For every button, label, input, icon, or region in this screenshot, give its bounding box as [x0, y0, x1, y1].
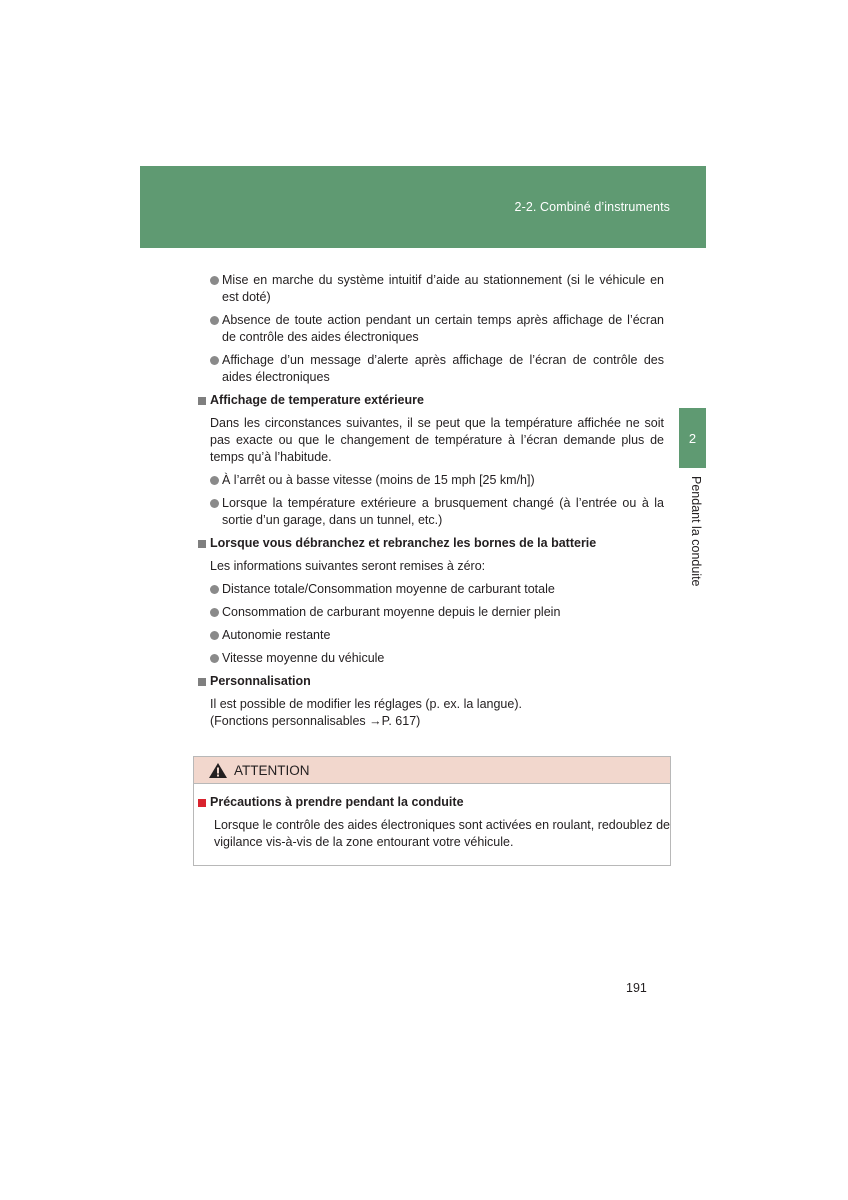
- attention-header: [194, 757, 670, 784]
- intro-list: [210, 272, 664, 386]
- section-heading: Personnalisation: [198, 673, 664, 690]
- bullet-icon: [210, 356, 219, 365]
- square-icon: [198, 397, 206, 405]
- bullet-icon: [210, 499, 219, 508]
- list-item: Vitesse moyenne du véhicule: [210, 650, 664, 667]
- section-heading: Lorsque vous débranchez et rebranchez les bornes de la batterie: [198, 535, 664, 552]
- section-list: [210, 581, 664, 667]
- bullet-icon: [210, 631, 219, 640]
- section-paragraph: (Fonctions personnalisables →P. 617): [210, 714, 421, 728]
- list-item: Consommation de carburant moyenne depuis le dernier plein: [210, 604, 664, 621]
- square-icon: [198, 540, 206, 548]
- square-icon: [198, 678, 206, 686]
- page-number: 191: [626, 981, 647, 995]
- attention-text: Lorsque le contrôle des aides électroniques sont activées en roulant, redoublez de vigilance vis-à-vis de la zone entourant votre véhicule.: [214, 818, 670, 849]
- chapter-tab: [679, 408, 706, 468]
- chapter-label: Pendant la conduite: [689, 476, 703, 587]
- warning-square-icon: [198, 799, 206, 807]
- chapter-title: 2-2. Combiné d’instruments: [514, 200, 670, 214]
- chapter-header-band: [140, 166, 706, 248]
- list-item: Mise en marche du système intuitif d’aide au stationnement (si le véhicule en est doté): [210, 272, 664, 306]
- warning-icon: [208, 762, 228, 779]
- attention-body: [194, 784, 670, 851]
- list-item: Lorsque la température extérieure a brusquement changé (à l’entrée ou à la sortie d’un garage, dans un tunnel, etc.): [210, 495, 664, 529]
- bullet-icon: [210, 585, 219, 594]
- section-heading: Affichage de temperature extérieure: [198, 392, 664, 409]
- attention-heading: Précautions à prendre pendant la conduite: [198, 794, 670, 811]
- attention-box: [193, 756, 671, 866]
- bullet-icon: [210, 276, 219, 285]
- list-item: Affichage d’un message d’alerte après affichage de l’écran de contrôle des aides électroniques: [210, 352, 664, 386]
- attention-title: ATTENTION: [234, 762, 310, 778]
- list-item: À l’arrêt ou à basse vitesse (moins de 15 mph [25 km/h]): [210, 472, 664, 489]
- bullet-icon: [210, 608, 219, 617]
- bullet-icon: [210, 476, 219, 485]
- list-item: Absence de toute action pendant un certain temps après affichage de l’écran de contrôle des aides électroniques: [210, 312, 664, 346]
- section-paragraph: Il est possible de modifier les réglages (p. ex. la langue).: [210, 697, 522, 711]
- bullet-icon: [210, 654, 219, 663]
- list-item: Distance totale/Consommation moyenne de carburant totale: [210, 581, 664, 598]
- list-item: Autonomie restante: [210, 627, 664, 644]
- section-list: [210, 472, 664, 529]
- chapter-number: 2: [688, 430, 697, 446]
- section-paragraph: Dans les circonstances suivantes, il se peut que la température affichée ne soit pas exacte ou que le changement de température à l’écran demande plus de temps qu’à l’habitude.: [210, 416, 664, 464]
- page-content: [198, 272, 664, 736]
- bullet-icon: [210, 316, 219, 325]
- section-paragraph: Les informations suivantes seront remises à zéro:: [210, 559, 486, 573]
